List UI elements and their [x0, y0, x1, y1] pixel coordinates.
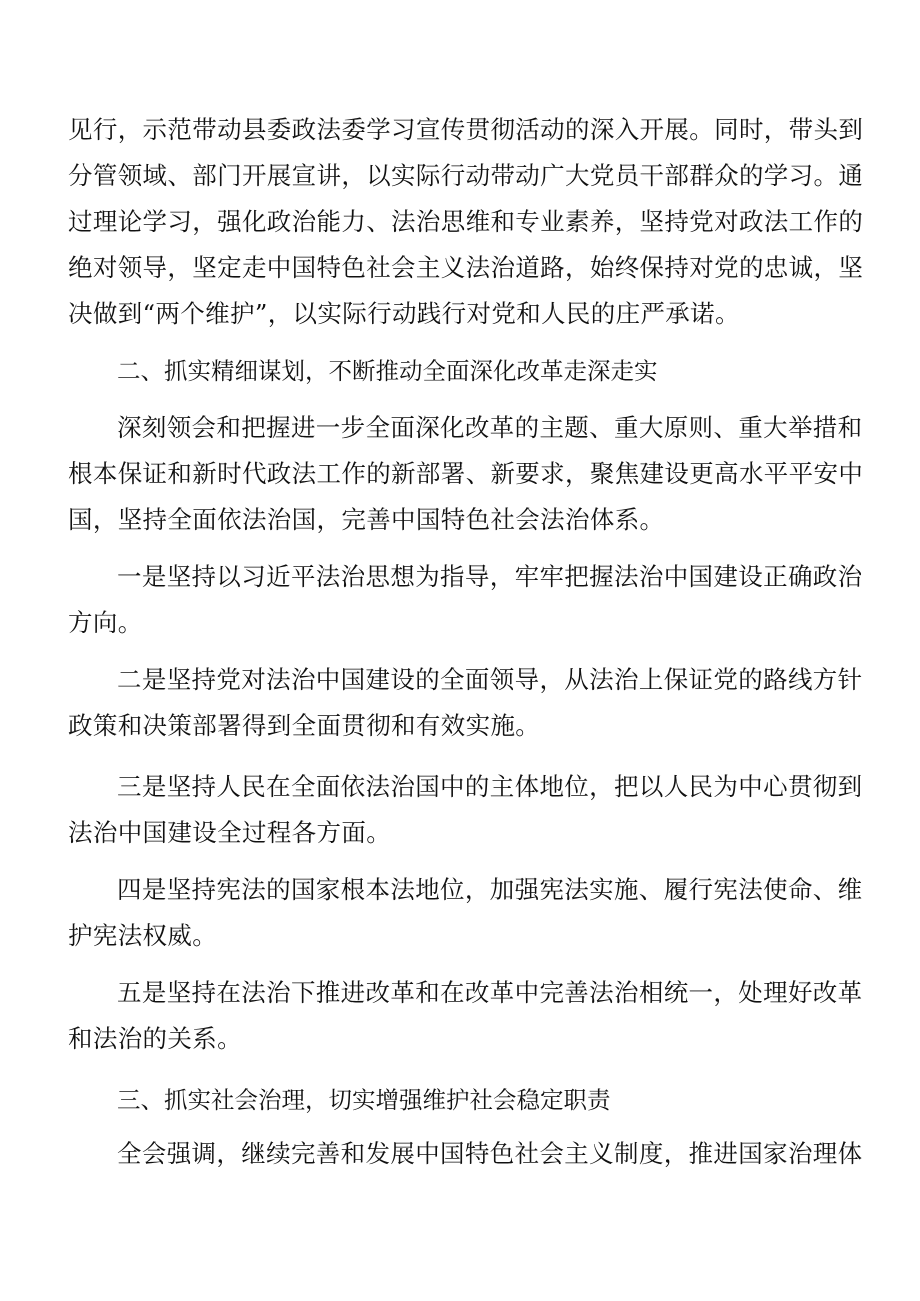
text-line: 二是坚持党对法治中国建设的全面领导，从法治上保证党的路线方针	[117, 665, 863, 694]
text-line: 深刻领会和把握进一步全面深化改革的主题、重大原则、重大举措和	[117, 413, 863, 442]
text-line: 国，坚持全面依法治国，完善中国特色社会法治体系。	[68, 505, 665, 534]
text-line: 分管领域、部门开展宣讲，以实际行动带动广大党员干部群众的学习。通	[68, 161, 864, 190]
text-line: 和法治的关系。	[68, 1024, 242, 1053]
text-line: 根本保证和新时代政法工作的新部署、新要求，聚焦建设更高水平平安中	[68, 459, 864, 488]
text-line: 一是坚持以习近平法治思想为指导，牢牢把握法治中国建设正确政治	[117, 562, 863, 591]
text-line: 过理论学习，强化政治能力、法治思维和专业素养，坚持党对政法工作的	[68, 207, 864, 236]
text-line: 护宪法权威。	[68, 921, 218, 950]
text-line: 四是坚持宪法的国家根本法地位，加强宪法实施、履行宪法使命、维	[117, 875, 863, 904]
text-line: 政策和决策部署得到全面贯彻和有效实施。	[68, 711, 541, 740]
section-heading: 二、抓实精细谋划，不断推动全面深化改革走深走实	[117, 357, 658, 385]
text-line: 法治中国建设全过程各方面。	[68, 818, 392, 847]
text-line: 全会强调，继续完善和发展中国特色社会主义制度，推进国家治理体	[117, 1139, 863, 1168]
text-line: 五是坚持在法治下推进改革和在改革中完善法治相统一，处理好改革	[117, 978, 863, 1007]
section-heading: 三、抓实社会治理，切实增强维护社会稳定职责	[117, 1086, 611, 1114]
text-line: 决做到“两个维护”，以实际行动践行对党和人民的庄严承诺。	[68, 299, 740, 328]
text-line: 见行，示范带动县委政法委学习宣传贯彻活动的深入开展。同时，带头到	[68, 115, 864, 144]
text-line: 三是坚持人民在全面依法治国中的主体地位，把以人民为中心贯彻到	[117, 772, 863, 801]
text-line: 方向。	[68, 608, 143, 637]
text-line: 绝对领导，坚定走中国特色社会主义法治道路，始终保持对党的忠诚，坚	[68, 253, 864, 282]
